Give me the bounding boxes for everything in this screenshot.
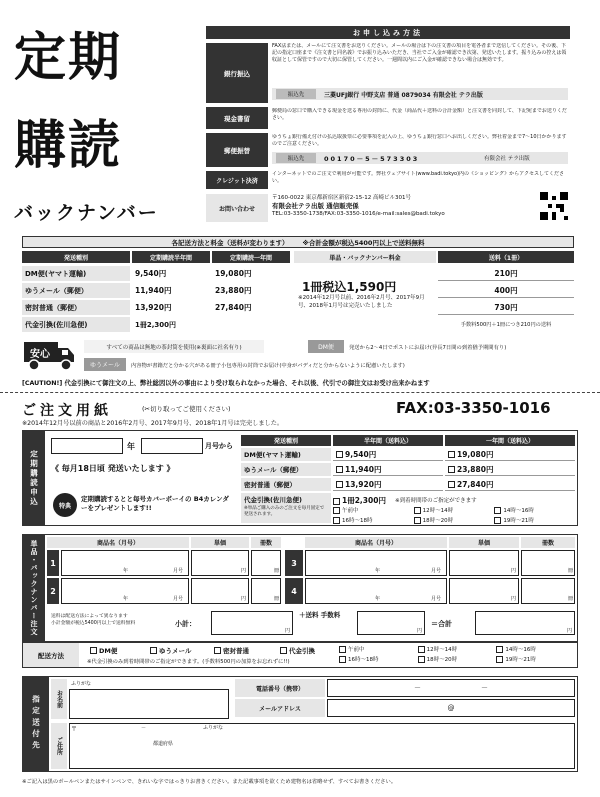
subtotal-input[interactable] bbox=[211, 611, 293, 635]
year-unit: 年 bbox=[123, 596, 129, 602]
yen-unit: 円 bbox=[417, 628, 423, 634]
fees-half-1: 11,940円 bbox=[135, 286, 172, 295]
time-option[interactable]: 午前中 bbox=[339, 645, 418, 653]
howto-acct-bank bbox=[272, 88, 568, 100]
single-num-1: 1 bbox=[47, 550, 59, 576]
sub-year-2-value: 27,840円 bbox=[457, 479, 494, 489]
single-h-name-l: 商品名（月号） bbox=[47, 537, 189, 548]
yen-unit: 円 bbox=[241, 596, 247, 602]
addr-address-label: ご住所 bbox=[51, 723, 67, 769]
sub-tokuten-badge: 特典 bbox=[53, 493, 77, 517]
form-cut-note: (✂切り取ってご使用ください) bbox=[142, 405, 231, 413]
fees-half-0: 9,540円 bbox=[135, 269, 167, 278]
tel-input[interactable] bbox=[327, 679, 575, 697]
qr-code-icon bbox=[540, 192, 568, 220]
satsu-unit: 冊 bbox=[274, 568, 280, 574]
safe-section bbox=[22, 340, 574, 374]
checkbox[interactable] bbox=[448, 466, 455, 473]
delivery-opt-yu[interactable]: ゆうメール bbox=[147, 645, 211, 655]
fees-col-type: 発送種別 bbox=[22, 251, 130, 263]
title-sub: バックナンバー bbox=[14, 202, 159, 224]
safe-yu-label: ゆうメール bbox=[84, 358, 126, 371]
delivery-opt-dm[interactable]: DM便 bbox=[87, 645, 147, 655]
safe-dm-text: 発送から2～4日でポストにお届け(异長7日間の到着猶予期間有り) bbox=[349, 344, 507, 351]
safe-badge: 安心 bbox=[30, 349, 50, 360]
title-line1: 定期 bbox=[14, 28, 123, 88]
fees-half-2: 13,920円 bbox=[135, 303, 172, 312]
sub-year-label: 年 bbox=[127, 442, 135, 451]
total-input[interactable] bbox=[475, 611, 575, 635]
acct-value: 00170－5－573303 bbox=[324, 155, 420, 163]
addr-tel-label: 電話番号（携帯） bbox=[235, 679, 325, 697]
time-option[interactable]: 12時～14時 bbox=[414, 506, 495, 514]
howto-header: お申し込み方法 bbox=[206, 26, 570, 39]
sub-type-1: ゆうメール（郵便） bbox=[241, 463, 331, 476]
time-option[interactable]: 午前中 bbox=[333, 506, 414, 514]
checkbox[interactable] bbox=[448, 451, 455, 458]
acct-label: 振込先 bbox=[276, 153, 316, 163]
yen-unit: 円 bbox=[567, 628, 573, 634]
howto-text-postal: ゆうちょ銀行備え付けの払込取扱票に必要事項を記入の上、ゆうちょ銀行窓口へお出しください。弊社着金まで7～10日かかりますのでご注意ください。 bbox=[272, 134, 567, 147]
yen-unit: 円 bbox=[285, 628, 291, 634]
single-num-4: 4 bbox=[285, 578, 303, 604]
time-option[interactable]: 19時～21時 bbox=[494, 516, 575, 524]
acct-label: 振込先 bbox=[276, 89, 316, 99]
delivery-time-options bbox=[339, 645, 575, 663]
month-unit: 月号 bbox=[431, 568, 442, 574]
checkbox[interactable] bbox=[336, 481, 343, 488]
sub-year-1-value: 23,880円 bbox=[457, 464, 494, 474]
sub-type-2: 密封普通（郵便） bbox=[241, 478, 331, 491]
sub-cod-note: ※単品ご購入のみのご注文を毎月固定で発送されます。 bbox=[244, 506, 325, 517]
fees-col-year: 定期購読一年間 bbox=[212, 251, 290, 263]
yen-unit: 円 bbox=[511, 596, 517, 602]
satsu-unit: 冊 bbox=[568, 596, 574, 602]
form-note: ※2014年12月号以前の商品と2016年2月号、2017年9月号、2018年1月号は完売しました。 bbox=[22, 420, 284, 427]
sub-month-input[interactable] bbox=[141, 438, 203, 454]
time-option[interactable]: 18時～20時 bbox=[418, 655, 497, 663]
fees-type-2: 密封普通（郵便） bbox=[22, 300, 130, 315]
sub-cod-price[interactable] bbox=[333, 495, 386, 506]
contact-tel: TEL:03-3350-1738/FAX:03-3350-1016/e-mail:sales@badi.tokyo bbox=[272, 211, 445, 217]
fees-type-0: DM便(ヤマト運輸) bbox=[22, 266, 130, 281]
safe-line1: すべての商品は無地の茶封筒を使用(※裏面に社名有り) bbox=[84, 340, 264, 353]
subtotal-label: 小計： bbox=[175, 620, 196, 628]
single-notes bbox=[51, 613, 171, 627]
fees-single-price: 1冊税込1,590円 bbox=[302, 280, 397, 294]
sub-cod-time: ※到着時間帯のご指定ができます bbox=[395, 498, 477, 504]
email-input[interactable] bbox=[327, 699, 575, 717]
tel-dash: － bbox=[481, 684, 488, 692]
howto-panel bbox=[206, 26, 570, 226]
acct-name: 有限会社 テラ出版 bbox=[484, 156, 530, 162]
contact-company: 有限会社テラ出版 通信販売係 bbox=[272, 202, 359, 210]
sub-every: 《 毎月18日頃 発送いたします 》 bbox=[51, 464, 175, 473]
sub-cod-price-value: 1冊2,300円 bbox=[342, 496, 386, 505]
fees-year-1: 23,880円 bbox=[215, 286, 252, 295]
fees-single-note: ※2014年12月号以前、2016年2月号、2017年9月号、2018年1月号は完売いたしました bbox=[298, 295, 425, 309]
howto-contact bbox=[272, 194, 502, 218]
caution-text: [CAUTION!] 代金引換にて御注文の上、弊社総因以外の事由により受け取られなかった場合、それ以後、代引での御注文はお受け出来かねます bbox=[22, 380, 430, 387]
fees-year-0: 19,080円 bbox=[215, 269, 252, 278]
sub-year-0-value: 19,080円 bbox=[457, 449, 494, 459]
sub-year-2[interactable] bbox=[445, 478, 575, 491]
delivery-side-label: 配送方法 bbox=[23, 643, 79, 667]
checkbox[interactable] bbox=[448, 481, 455, 488]
sub-col-year: 一年間（送料込） bbox=[445, 435, 575, 446]
cut-line bbox=[0, 392, 600, 393]
sub-type-0: DM便(ヤマト運輸) bbox=[241, 448, 331, 461]
single-h-qty-l: 冊数 bbox=[251, 537, 281, 548]
sub-col-type: 発送種別 bbox=[241, 435, 331, 446]
fees-type-3: 代金引換(佐川急便) bbox=[22, 317, 130, 332]
subscription-form bbox=[22, 430, 578, 526]
single-h-name-r: 商品名（月号） bbox=[305, 537, 447, 548]
shipping-label: ＋送料 手数料 bbox=[299, 611, 341, 619]
sub-col-half: 半年間（送料込） bbox=[333, 435, 443, 446]
single-price-4-input[interactable] bbox=[449, 578, 519, 604]
addr-zip: 〒 bbox=[71, 726, 78, 733]
year-unit: 年 bbox=[375, 568, 381, 574]
time-option[interactable]: 19時～21時 bbox=[496, 655, 575, 663]
fees-col-ship: 送料（1冊） bbox=[438, 251, 574, 263]
zip-dash: － bbox=[141, 725, 147, 731]
delivery-form bbox=[22, 642, 578, 668]
addr-pref: 都道府県 bbox=[153, 741, 174, 747]
title-line2: 購読 bbox=[14, 116, 123, 176]
delivery-note: ※代金引換のみ到着時間帯のご指定ができます。(手数料500円の加算をお忘れずに!!) bbox=[87, 659, 290, 665]
single-side-label: 単品・バックナンバー注文 bbox=[23, 535, 45, 641]
acct-value: 三菱UFJ銀行 中野支店 普通 0879034 有限会社 テラ出版 bbox=[324, 92, 483, 99]
email-at: @ bbox=[447, 704, 455, 712]
howto-label-credit: クレジット決済 bbox=[206, 171, 268, 189]
yen-unit: 円 bbox=[511, 568, 517, 574]
sub-cod-label: 代金引換(佐川急便) bbox=[244, 496, 302, 504]
delivery-opt-cod[interactable]: 代金引換 bbox=[277, 645, 337, 655]
fees-ship-0: 210円 bbox=[438, 266, 574, 281]
checkbox[interactable] bbox=[336, 451, 343, 458]
sub-present: 定期購読するとと毎号カバーボーイの B4カレンダーをプレゼントします!! bbox=[81, 495, 229, 512]
sub-time-options bbox=[333, 506, 575, 524]
month-unit: 月号 bbox=[173, 568, 184, 574]
single-h-price-r: 単価 bbox=[449, 537, 519, 548]
sub-half-0-value: 9,540円 bbox=[345, 449, 377, 459]
single-qty-4-input[interactable] bbox=[521, 578, 575, 604]
single-price-3-input[interactable] bbox=[449, 550, 519, 576]
sub-year-input[interactable] bbox=[51, 438, 123, 454]
fees-type-1: ゆうメール（郵便） bbox=[22, 283, 130, 298]
name-input[interactable] bbox=[69, 689, 229, 719]
time-option[interactable]: 12時～14時 bbox=[418, 645, 497, 653]
form-fax: FAX:03-3350-1016 bbox=[396, 399, 551, 417]
sub-year-0[interactable] bbox=[445, 448, 575, 461]
addr-name-label: お名前 bbox=[51, 679, 67, 719]
addr-side-label: 指定送付先 bbox=[23, 677, 49, 771]
sub-half-2-value: 13,920円 bbox=[345, 479, 382, 489]
fees-header-main: 各記送方法と料金（送料が変わります） bbox=[171, 238, 289, 247]
single-num-3: 3 bbox=[285, 550, 303, 576]
time-option[interactable]: 18時～20時 bbox=[414, 516, 495, 524]
howto-label-postal: 郵便振替 bbox=[206, 133, 268, 167]
fees-ship-1: 400円 bbox=[438, 283, 574, 298]
addr-footnote: ※ご記入は黒のボールペンまたはサインペンで、きれいな字ではっきりお書きください。また記載事項を欲くため建物名は省略せず、すべてお書きください。 bbox=[22, 779, 397, 785]
sub-month-label: 月号から bbox=[205, 442, 233, 450]
address-form bbox=[22, 676, 578, 772]
checkbox[interactable] bbox=[333, 498, 340, 505]
fees-col-single: 単品・バックナンバー料金 bbox=[294, 251, 436, 263]
single-note1: 送料は配送方法によって異なります bbox=[51, 614, 128, 619]
sub-cod-cell bbox=[241, 493, 331, 523]
single-h-qty-r: 冊数 bbox=[521, 537, 575, 548]
time-option[interactable]: 14時～16時 bbox=[494, 506, 575, 514]
addr-furigana-2: ふりがな bbox=[203, 725, 224, 731]
fees-header bbox=[22, 236, 574, 248]
howto-text-cash: 郵便局の窓口で購入できる現金を送る専用の封筒に、代金（商品代＋送料の合計金額）と注文書を同封して、下記宛までお送りください。 bbox=[272, 108, 567, 121]
single-qty-3-input[interactable] bbox=[521, 550, 575, 576]
sub-half-1-value: 11,940円 bbox=[345, 464, 382, 474]
time-option[interactable]: 16時～18時 bbox=[339, 655, 418, 663]
delivery-opt-mip[interactable]: 密封普通 bbox=[211, 645, 271, 655]
fees-cod-note: 手数料500円＋1冊につき210円の送料 bbox=[460, 322, 552, 328]
shipping-input[interactable] bbox=[357, 611, 425, 635]
yen-unit: 円 bbox=[241, 568, 247, 574]
fees-year-2: 27,840円 bbox=[215, 303, 252, 312]
howto-label-contact: お問い合わせ bbox=[206, 194, 268, 222]
single-num-2: 2 bbox=[47, 578, 59, 604]
addr-mail-label: メールアドレス bbox=[235, 699, 325, 717]
year-unit: 年 bbox=[375, 596, 381, 602]
contact-address: 〒160-0022 東京都新宿区新宿2-15-12 高崎ビル301号 bbox=[272, 195, 411, 201]
howto-label-bank: 銀行振込 bbox=[206, 43, 268, 103]
sub-half-2[interactable] bbox=[333, 478, 443, 491]
fees-ship-2: 730円 bbox=[438, 300, 574, 315]
time-option[interactable]: 14時～16時 bbox=[496, 645, 575, 653]
tel-dash: － bbox=[414, 684, 421, 692]
howto-text-credit: インターネットでのご注文で利用が可能です。弊社ウェブサイト(www.badi.tokyo)内の《ショッピング》からアクセスしてください。 bbox=[272, 171, 564, 184]
form-title: ご注文用紙 bbox=[22, 403, 112, 419]
sub-year-1[interactable] bbox=[445, 463, 575, 476]
howto-text-bank: FAX法または、メールにて注文書をお送りください。メールの場合は下の注文書の項目を電各者まで送信してください。その後、下記の指定口座まで《注文書と同名義》でお振り込みいただき、当社でご入金が確認でき次第、発送いたします。振り込みの控えは領収証として保管ですので大切に保管してください。一週間以内にご入金が確認できない場合は無効です。 bbox=[272, 43, 567, 63]
fees-header-free: ※合計金額が税込5400円以上で送料無料 bbox=[302, 238, 425, 247]
fees-col-half: 定期購読半年間 bbox=[132, 251, 210, 263]
sub-half-0[interactable] bbox=[333, 448, 443, 461]
fees-half-3: 1冊2,300円 bbox=[135, 320, 177, 329]
howto-label-cash: 現金書留 bbox=[206, 107, 268, 129]
month-unit: 月号 bbox=[173, 596, 184, 602]
checkbox[interactable] bbox=[336, 466, 343, 473]
safe-dm-label: DM便 bbox=[308, 340, 344, 353]
single-order-form bbox=[22, 534, 578, 642]
sub-side-label: 定期購読申込 bbox=[23, 431, 45, 525]
year-unit: 年 bbox=[123, 568, 129, 574]
safe-yu-text: 内容物が書籍だと分かる穴がある冊子小包専用の封筒でお届け(中身がバディだと分からないように配慮いたします) bbox=[131, 362, 405, 369]
single-h-price-l: 単価 bbox=[191, 537, 249, 548]
addr-furigana: ふりがな bbox=[71, 681, 92, 687]
satsu-unit: 冊 bbox=[568, 568, 574, 574]
sub-half-1[interactable] bbox=[333, 463, 443, 476]
single-note2: 小計金額が税込5400円以上で送料無料 bbox=[51, 621, 136, 626]
howto-acct-postal bbox=[272, 152, 568, 164]
month-unit: 月号 bbox=[431, 596, 442, 602]
time-option[interactable]: 16時～18時 bbox=[333, 516, 414, 524]
total-label: ＝合計 bbox=[431, 620, 452, 628]
satsu-unit: 冊 bbox=[274, 596, 280, 602]
